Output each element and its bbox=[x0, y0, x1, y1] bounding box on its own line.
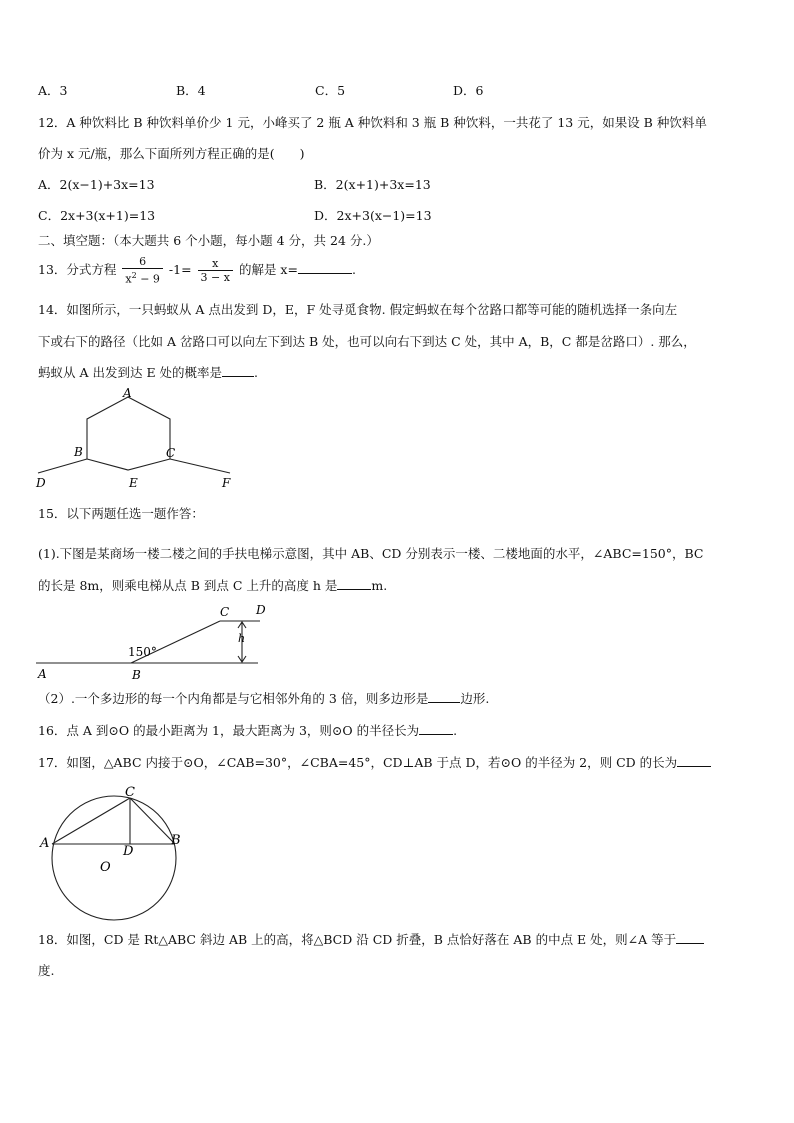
q17-label-c: C bbox=[125, 785, 135, 800]
q17-answer-blank[interactable] bbox=[677, 754, 711, 767]
q13-prefix: 13．分式方程 bbox=[38, 262, 117, 277]
q13-fraction-2 bbox=[198, 257, 233, 284]
q11-option-d: D．6 bbox=[453, 83, 484, 98]
q17-label-o: O bbox=[100, 860, 111, 875]
q15-part1-end: m. bbox=[371, 578, 388, 593]
q15-part2 bbox=[38, 690, 489, 708]
q12-option-d: D．2x+3(x−1)=13 bbox=[314, 208, 432, 223]
q11-option-c: C．5 bbox=[315, 83, 346, 98]
q12-line2: 价为 x 元/瓶，那么下面所列方程正确的是( ) bbox=[38, 146, 305, 161]
q15-part2-text: （2）.一个多边形的每一个内角都是与它相邻外角的 3 倍，则多边形是 bbox=[38, 691, 429, 706]
q12-option-b: B．2(x+1)+3x=13 bbox=[314, 177, 431, 192]
q13-end: . bbox=[351, 262, 356, 277]
q14-answer-blank[interactable] bbox=[222, 364, 254, 377]
q11-options bbox=[38, 82, 738, 100]
q15-part2-end: 边形. bbox=[460, 691, 490, 706]
q13-frac1-den-rest: − 9 bbox=[136, 272, 160, 286]
q15-label-h: h bbox=[238, 632, 246, 645]
q14-path-diagram bbox=[30, 386, 240, 492]
q14-end: . bbox=[254, 365, 259, 380]
q17-circle-o bbox=[52, 796, 176, 920]
q15-title: 15．以下两题任选一题作答： bbox=[38, 506, 204, 521]
q17 bbox=[38, 754, 711, 772]
q15-label-d: D bbox=[256, 603, 266, 617]
q13-fraction-1 bbox=[122, 255, 163, 286]
q14-label-c: C bbox=[166, 446, 176, 460]
q13-frac1-den-base: x bbox=[125, 272, 132, 286]
q14-line3-text: 蚂蚁从 A 出发到达 E 处的概率是 bbox=[38, 365, 223, 380]
q12-line1: 12．A 种饮料比 B 种饮料单价少 1 元，小峰买了 2 瓶 A 种饮料和 3 瓶 B 种饮料，一共花了 13 元，如果设 B 种饮料单 bbox=[38, 115, 707, 130]
q14-line3 bbox=[38, 364, 258, 382]
q12-option-a: A．2(x−1)+3x=13 bbox=[38, 177, 155, 192]
q14-label-a: A bbox=[123, 386, 132, 400]
q17-label-d: D bbox=[123, 844, 134, 859]
q16 bbox=[38, 722, 457, 740]
q14-label-f: F bbox=[222, 476, 231, 490]
q17-circle-diagram bbox=[36, 785, 196, 921]
section-2-heading: 二、填空题：（本大题共 6 个小题，每小题 4 分，共 24 分.） bbox=[38, 233, 379, 248]
q13 bbox=[38, 255, 356, 286]
q17-label-a: A bbox=[40, 836, 50, 851]
q13-frac1-den-exp: 2 bbox=[131, 271, 137, 281]
q15-label-c: C bbox=[220, 605, 230, 619]
q15-label-b: B bbox=[132, 668, 141, 682]
q15-angle-label: 150° bbox=[128, 645, 157, 659]
q15-part1-line2 bbox=[38, 577, 387, 595]
q15-label-a: A bbox=[38, 667, 47, 681]
q13-frac1-denominator bbox=[122, 269, 163, 286]
q11-option-a: A．3 bbox=[38, 83, 68, 98]
q14-label-b: B bbox=[74, 445, 83, 459]
q15-part1-line2-text: 的长是 8m，则乘电梯从点 B 到点 C 上升的高度 h 是 bbox=[38, 578, 338, 593]
q18-line2: 度. bbox=[38, 963, 55, 978]
q14-label-e: E bbox=[129, 476, 138, 490]
q14-branch-bd bbox=[38, 459, 87, 473]
q18-answer-blank[interactable] bbox=[676, 931, 704, 944]
q14-label-d: D bbox=[36, 476, 46, 490]
q16-answer-blank[interactable] bbox=[419, 722, 453, 735]
q13-frac2-denominator: 3 − x bbox=[200, 271, 230, 284]
q14-hexagon-path bbox=[87, 397, 170, 470]
q17-label-b: B bbox=[171, 833, 181, 848]
q15-part2-answer-blank[interactable] bbox=[428, 690, 460, 703]
q15-part1-line1: (1).下图是某商场一楼二楼之间的手扶电梯示意图，其中 AB、CD 分别表示一楼、二楼地面的水平，∠ABC=150°，BC bbox=[38, 546, 704, 561]
q17-text: 17．如图，△ABC 内接于⊙O，∠CAB=30°，∠CBA=45°，CD⊥AB 于点 D，若⊙O 的半径为 2，则 CD 的长为 bbox=[38, 755, 678, 770]
q18-line1 bbox=[38, 931, 704, 949]
q15-part1-answer-blank[interactable] bbox=[337, 577, 371, 590]
q14-line2: 下或右下的路径（比如 A 岔路口可以向左下到达 B 处，也可以向右下到达 C 处，其中 A，B，C 都是岔路口）. 那么， bbox=[38, 334, 696, 349]
q18-line1-text: 18．如图，CD 是 Rt△ABC 斜边 AB 上的高，将△BCD 沿 CD 折叠，B 点恰好落在 AB 的中点 E 处，则∠A 等于 bbox=[38, 932, 677, 947]
q13-frac1-numerator: 6 bbox=[122, 255, 163, 269]
q13-middle: -1= bbox=[168, 262, 196, 277]
q12-option-c: C．2x+3(x+1)=13 bbox=[38, 208, 156, 223]
q16-text: 16．点 A 到⊙O 的最小距离为 1，最大距离为 3，则⊙O 的半径长为 bbox=[38, 723, 420, 738]
q14-line1: 14．如图所示，一只蚂蚁从 A 点出发到 D，E，F 处寻觅食物. 假定蚂蚁在每个岔路口都等可能的随机选择一条向左 bbox=[38, 302, 678, 317]
q11-option-b: B．4 bbox=[176, 83, 206, 98]
q15-escalator-diagram bbox=[30, 600, 270, 682]
q16-end: . bbox=[453, 723, 458, 738]
q17-segment-cb bbox=[130, 798, 175, 844]
q13-suffix: 的解是 x= bbox=[238, 262, 298, 277]
q14-branch-cf bbox=[170, 459, 230, 473]
q13-frac2-numerator: x bbox=[198, 257, 233, 271]
q13-answer-blank[interactable] bbox=[298, 261, 352, 274]
